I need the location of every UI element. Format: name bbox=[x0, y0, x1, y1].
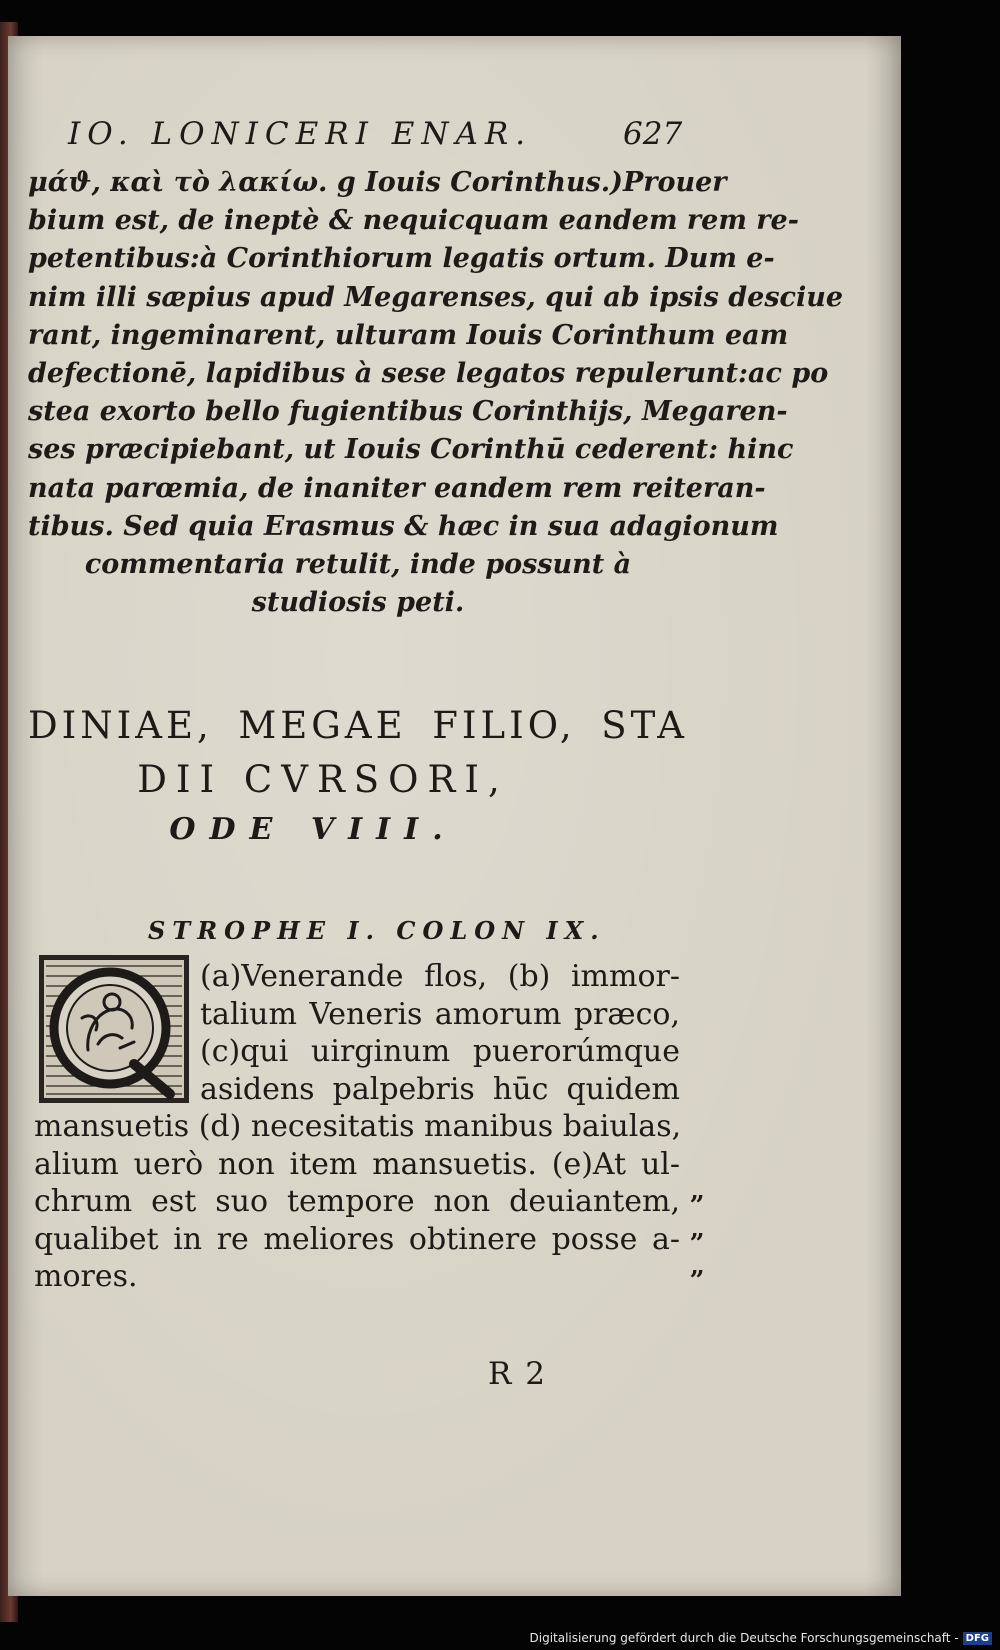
verse-line: (a)Venerande flos, (b) immor- bbox=[200, 959, 680, 994]
woodcut-initial-q-icon bbox=[38, 954, 190, 1104]
commentary-line: nata parœmia, de inaniter eandem rem reiteran- bbox=[28, 472, 766, 504]
ode-title bbox=[28, 704, 688, 866]
verse-full-width bbox=[34, 1108, 680, 1296]
strophe-heading: STROPHE I. COLON IX. bbox=[148, 916, 606, 945]
verse-line: chrum est suo tempore non deuiantem, bbox=[34, 1184, 680, 1219]
verse-line: qualibet in re meliores obtinere posse a- bbox=[34, 1221, 680, 1257]
margin-quote: „ bbox=[690, 1213, 705, 1244]
ode-number: ODE VIII. bbox=[169, 812, 457, 847]
verse-beside-initial bbox=[200, 958, 680, 1108]
verse-line: asidens palpebris hūc quidem bbox=[200, 1071, 680, 1107]
page-number: 627 bbox=[623, 116, 683, 152]
commentary-line: defectionē, lapidibus à sese legatos repulerunt:ac po bbox=[28, 358, 829, 390]
credit-text: Digitalisierung gefördert durch die Deutsche Forschungsgemeinschaft - bbox=[529, 1631, 959, 1645]
commentary-line: bium est, de ineptè & nequicquam eandem rem re- bbox=[28, 205, 799, 237]
commentary-line: petentibus:à Corinthiorum legatis ortum. Dum e- bbox=[28, 243, 775, 275]
margin-quote: „ bbox=[690, 1176, 705, 1206]
verse-line: mansuetis (d) necesitatis manibus baiulas, bbox=[34, 1109, 682, 1144]
commentary-text bbox=[28, 164, 844, 622]
ode-title-line-1: DINIAE, MEGAE FILIO, STA bbox=[28, 704, 688, 747]
running-head: IO. LONICERI ENAR. bbox=[68, 116, 533, 152]
commentary-line: ses præcipiebant, ut Iouis Corinthū cederent: hinc bbox=[28, 434, 794, 466]
commentary-line: μάϑ, καὶ τὸ λακίω. g Iouis Corinthus.)Prouer bbox=[28, 167, 727, 198]
verse-line: talium Veneris amorum præco, bbox=[200, 996, 680, 1032]
commentary-line-centered: studiosis peti. bbox=[251, 587, 465, 619]
signature-mark: R 2 bbox=[488, 1356, 547, 1392]
commentary-line: rant, ingeminarent, ulturam Iouis Corinthum eam bbox=[28, 319, 789, 351]
verse-line: (c)qui uirginum puerorúmque bbox=[200, 1034, 680, 1069]
commentary-line: nim illi sæpius apud Megarenses, qui ab ipsis desciue bbox=[28, 281, 844, 313]
commentary-line-centered: commentaria retulit, inde possunt à bbox=[84, 549, 632, 581]
dfg-logo: DFG bbox=[963, 1632, 992, 1645]
book-page bbox=[8, 36, 901, 1596]
ode-title-line-2: DII CVRSORI, bbox=[137, 758, 509, 801]
commentary-line: tibus. Sed quia Erasmus & hæc in sua adagionum bbox=[28, 510, 779, 542]
margin-quote: „ bbox=[690, 1251, 705, 1281]
margin-quote-marks bbox=[690, 1173, 705, 1286]
verse-line: alium uerò non item mansuetis. (e)At ul- bbox=[34, 1146, 680, 1182]
verse-line: mores. bbox=[34, 1259, 138, 1294]
commentary-line: stea exorto bello fugientibus Corinthijs, Megaren- bbox=[28, 396, 788, 428]
digitization-credit bbox=[530, 1629, 993, 1647]
